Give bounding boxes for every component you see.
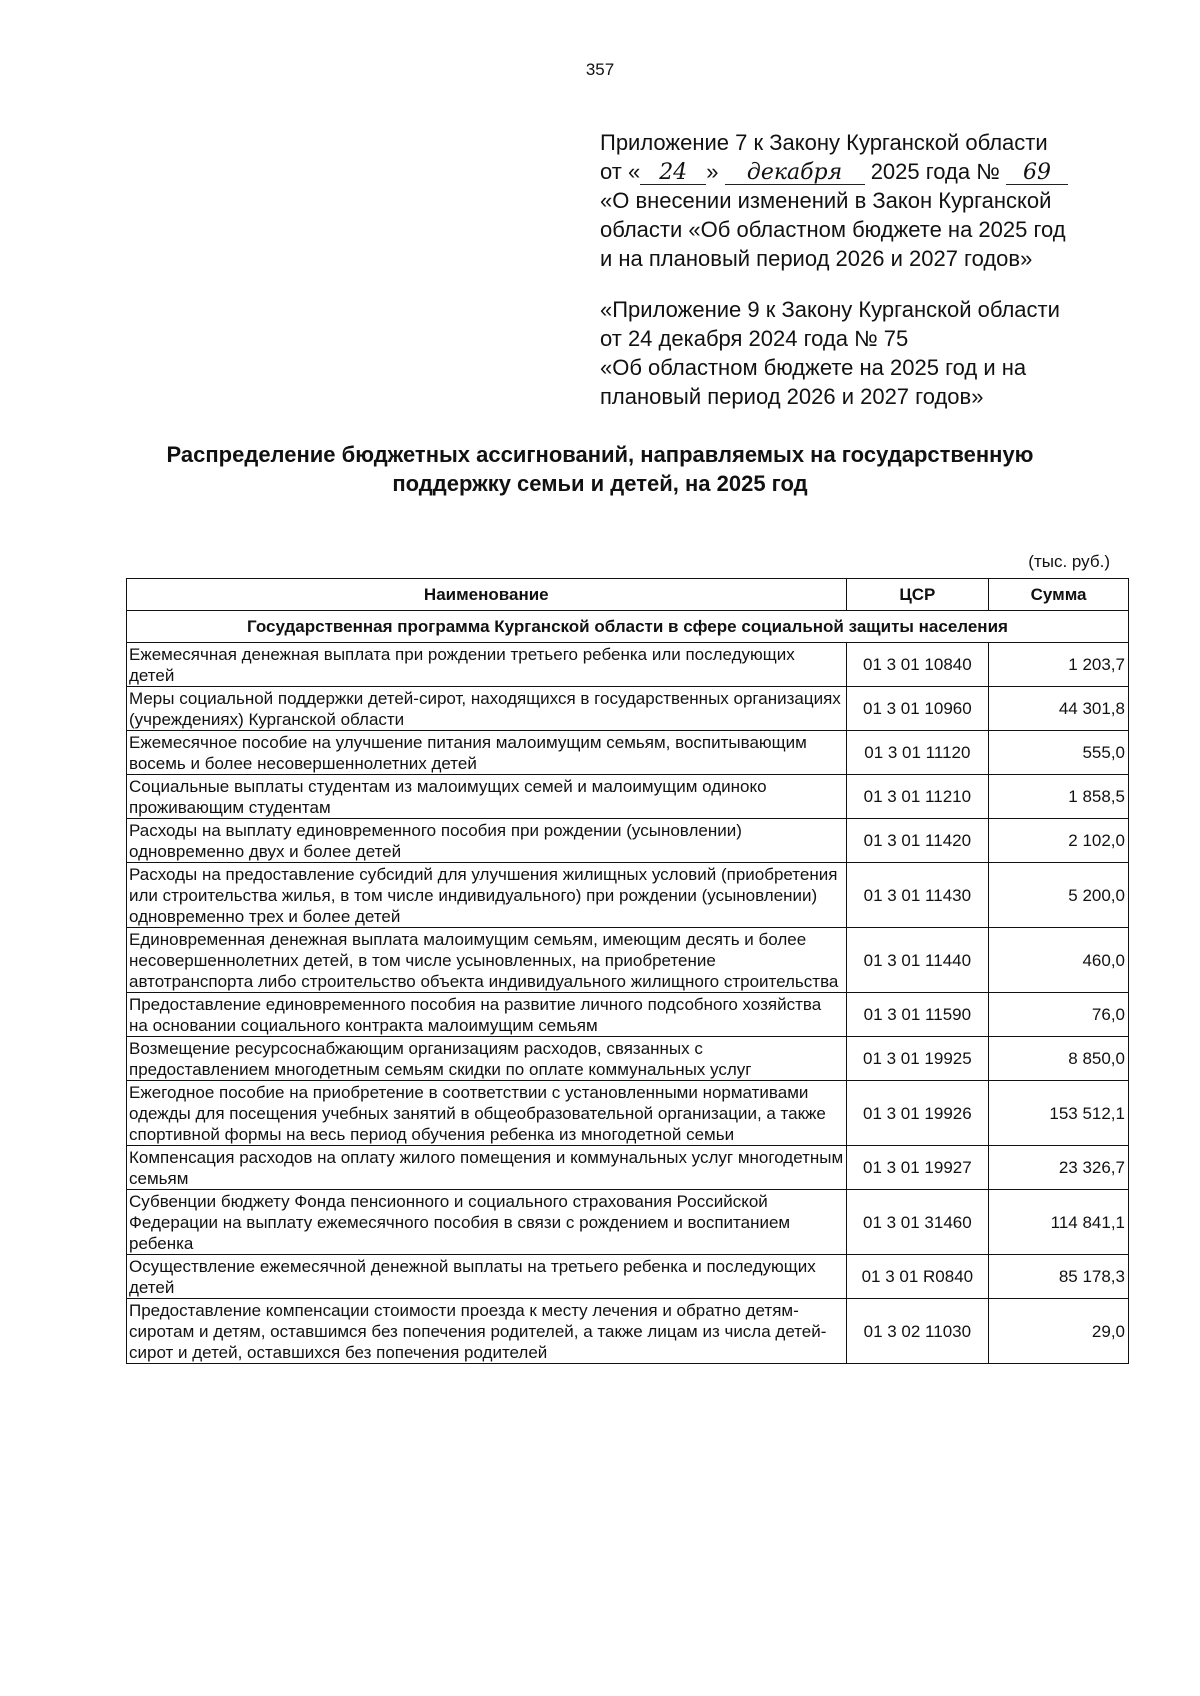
table-header-row (127, 579, 1129, 611)
row-csr: 01 3 01 19925 (846, 1037, 989, 1081)
appendix2-line-1: «Приложение 9 к Закону Курганской области (600, 297, 1060, 322)
row-sum: 29,0 (989, 1299, 1129, 1364)
appendix-line-1: Приложение 7 к Закону Курганской области (600, 130, 1048, 155)
appendix-line-3: «О внесении изменений в Закон Курганской (600, 188, 1052, 213)
row-name: Меры социальной поддержки детей-сирот, находящихся в государственных организациях (учреждениях) Курганской области (127, 687, 847, 731)
table-row (127, 1037, 1129, 1081)
row-name: Субвенции бюджету Фонда пенсионного и социального страхования Российской Федерации на выплату ежемесячного пособия в связи с рождением и воспитанием ребенка (127, 1190, 847, 1255)
row-sum: 153 512,1 (989, 1081, 1129, 1146)
appendix2-line-2: от 24 декабря 2024 года № 75 (600, 326, 909, 351)
table-row (127, 1255, 1129, 1299)
row-sum: 555,0 (989, 731, 1129, 775)
row-sum: 8 850,0 (989, 1037, 1129, 1081)
row-csr: 01 3 01 10960 (846, 687, 989, 731)
row-sum: 1 858,5 (989, 775, 1129, 819)
row-sum: 114 841,1 (989, 1190, 1129, 1255)
row-csr: 01 3 01 19927 (846, 1146, 989, 1190)
appendix-year-text: 2025 года № (870, 159, 1000, 184)
appendix2-line-3: «Об областном бюджете на 2025 год и на (600, 355, 1027, 380)
row-name: Единовременная денежная выплата малоимущим семьям, имеющим десять и более несовершеннолетних детей, в том числе усыновленных, на приобретение автотранспорта либо строительство объекта индивидуального жилищного строительства (127, 928, 847, 993)
appendix-line-4: области «Об областном бюджете на 2025 год (600, 217, 1066, 242)
document-title (100, 440, 1100, 498)
row-csr: 01 3 01 19926 (846, 1081, 989, 1146)
appendix-block (600, 128, 1120, 273)
row-sum: 85 178,3 (989, 1255, 1129, 1299)
handwritten-day: 24 (640, 162, 706, 185)
handwritten-month: декабря (725, 162, 865, 185)
row-csr: 01 3 01 10840 (846, 643, 989, 687)
row-sum: 76,0 (989, 993, 1129, 1037)
header-sum: Сумма (989, 579, 1129, 611)
table-row (127, 643, 1129, 687)
table-row (127, 928, 1129, 993)
row-name: Осуществление ежемесячной денежной выплаты на третьего ребенка и последующих детей (127, 1255, 847, 1299)
row-csr: 01 3 01 31460 (846, 1190, 989, 1255)
row-sum: 5 200,0 (989, 863, 1129, 928)
appendix-line-5: и на плановый период 2026 и 2027 годов» (600, 246, 1033, 271)
table-row (127, 1081, 1129, 1146)
row-sum: 1 203,7 (989, 643, 1129, 687)
budget-table (126, 578, 1129, 1364)
row-sum: 23 326,7 (989, 1146, 1129, 1190)
row-csr: 01 3 01 R0840 (846, 1255, 989, 1299)
section-title: Государственная программа Курганской области в сфере социальной защиты населения (127, 611, 1129, 643)
row-name: Ежемесячное пособие на улучшение питания малоимущим семьям, воспитывающим восемь и более несовершеннолетних детей (127, 731, 847, 775)
title-line-1: Распределение бюджетных ассигнований, направляемых на государственную (166, 442, 1034, 467)
row-name: Ежемесячная денежная выплата при рождении третьего ребенка или последующих детей (127, 643, 847, 687)
header-name: Наименование (127, 579, 847, 611)
row-name: Ежегодное пособие на приобретение в соответствии с установленными нормативами одежды для посещения учебных занятий в общеобразовательной организации, а также спортивной формы на весь период обучения ребенка из многодетной семьи (127, 1081, 847, 1146)
row-name: Компенсация расходов на оплату жилого помещения и коммунальных услуг многодетным семьям (127, 1146, 847, 1190)
table-row (127, 819, 1129, 863)
row-csr: 01 3 01 11210 (846, 775, 989, 819)
row-csr: 01 3 01 11420 (846, 819, 989, 863)
appendix2-line-4: плановый период 2026 и 2027 годов» (600, 384, 984, 409)
appendix-quote-close: » (706, 159, 719, 184)
row-csr: 01 3 01 11440 (846, 928, 989, 993)
table-row (127, 863, 1129, 928)
header-csr: ЦСР (846, 579, 989, 611)
page-number: 357 (585, 60, 615, 79)
row-name: Предоставление компенсации стоимости проезда к месту лечения и обратно детям-сиротам и детям, оставшимся без попечения родителей, а также лицам из числа детей-сирот и детей, оставшихся без попечения родителей (127, 1299, 847, 1364)
row-sum: 2 102,0 (989, 819, 1129, 863)
table-row (127, 731, 1129, 775)
handwritten-number: 69 (1006, 162, 1068, 185)
row-name: Предоставление единовременного пособия на развитие личного подсобного хозяйства на основании социального контракта малоимущим семьям (127, 993, 847, 1037)
table-row (127, 775, 1129, 819)
section-row (127, 611, 1129, 643)
row-csr: 01 3 01 11430 (846, 863, 989, 928)
row-sum: 460,0 (989, 928, 1129, 993)
table-row (127, 1146, 1129, 1190)
row-csr: 01 3 01 11120 (846, 731, 989, 775)
row-name: Расходы на предоставление субсидий для улучшения жилищных условий (приобретения или строительства жилья, в том числе индивидуального) при рождении (усыновлении) одновременно трех и более детей (127, 863, 847, 928)
appendix2-block (600, 295, 1120, 411)
table-row (127, 993, 1129, 1037)
units-label: (тыс. руб.) (1028, 552, 1110, 571)
row-name: Расходы на выплату единовременного пособия при рождении (усыновлении) одновременно двух и более детей (127, 819, 847, 863)
row-name: Возмещение ресурсоснабжающим организациям расходов, связанных с предоставлением многодетным семьям скидки по оплате коммунальных услуг (127, 1037, 847, 1081)
row-name: Социальные выплаты студентам из малоимущих семей и малоимущим одиноко проживающим студентам (127, 775, 847, 819)
row-csr: 01 3 01 11590 (846, 993, 989, 1037)
row-sum: 44 301,8 (989, 687, 1129, 731)
table-row (127, 687, 1129, 731)
appendix-from-prefix: от « (600, 159, 641, 184)
table-row (127, 1190, 1129, 1255)
appendix-date-line (600, 157, 1120, 186)
title-line-2: поддержку семьи и детей, на 2025 год (392, 471, 808, 496)
table-body (127, 611, 1129, 1364)
table-row (127, 1299, 1129, 1364)
row-csr: 01 3 02 11030 (846, 1299, 989, 1364)
